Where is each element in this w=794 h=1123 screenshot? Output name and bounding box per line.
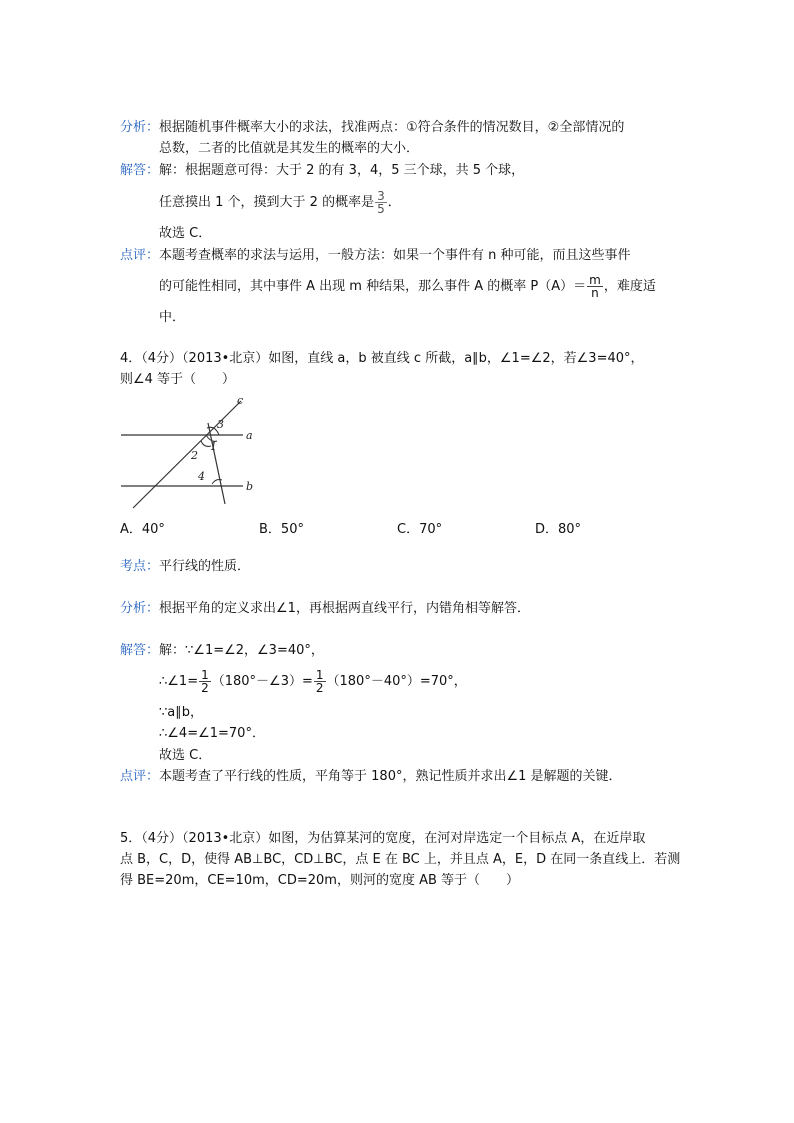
angle-3-label: 3 (217, 418, 224, 431)
angle-1-label: 1 (210, 440, 217, 453)
q4-comment: 点评：本题考查了平行线的性质，平角等于 180°，熟记性质并求出∠1 是解题的关键． (120, 769, 622, 784)
angle-2-label: 2 (191, 449, 198, 462)
q3-solution-line1: 解答：解：根据题意可得：大于 2 的有 3，4，5 三个球，共 5 个球， (120, 163, 525, 178)
analysis-label: 分析： (120, 601, 160, 616)
line-c (133, 401, 241, 508)
angle-4-label: 4 (198, 470, 205, 483)
q4-stem-line1: 4．（4分）（2013•北京）如图，直线 a，b 被直线 c 所截，a∥b，∠1=∠2，若∠3=40°， (120, 351, 644, 366)
q5-line3: 得 BE=20m，CE=10m，CD=20m，则河的宽度 AB 等于（ ） (120, 873, 520, 888)
q3-analysis-line1: 分析：根据随机事件概率大小的求法，找准两点：①符合条件的情况数目，②全部情况的 (120, 120, 625, 135)
fraction-half-1: $\frac{1}{2}$ (201, 668, 209, 695)
label-b: b (246, 480, 254, 493)
option-b: B．50° (259, 522, 304, 537)
label-c: c (237, 394, 244, 407)
comment-label: 点评： (120, 248, 160, 263)
option-a: A．40° (120, 522, 165, 537)
fraction-3-5: $\frac{3}{5}$ (377, 189, 385, 216)
fraction-m-n: $\frac{m}{n}$ (589, 273, 601, 300)
q4-solution-line5: 故选 C． (159, 748, 212, 763)
q3-comment-line3: 中． (159, 310, 186, 325)
q3-analysis-line2: 总数，二者的比值就是其发生的概率的大小． (159, 141, 420, 156)
comment-label: 点评： (120, 769, 160, 784)
solution-label: 解答： (120, 643, 160, 658)
q5-line2: 点 B，C，D，使得 AB⊥BC，CD⊥BC，点 E 在 BC 上，并且点 A，E，D 在同一条直线上．若测 (120, 852, 681, 867)
kaodian-label: 考点： (120, 559, 160, 574)
q4-stem-line2: 则∠4 等于（ ） (120, 372, 236, 387)
fraction-half-2: $\frac{1}{2}$ (315, 668, 324, 695)
q4-solution-line1: 解答：解：∵∠1=∠2，∠3=40°， (120, 643, 324, 658)
q3-comment-line1: 点评：本题考查概率的求法与运用，一般方法：如果一个事件有 n 种可能，而且这些事件 (120, 248, 631, 263)
q4-analysis: 分析：根据平角的定义求出∠1，再根据两直线平行，内错角相等解答． (120, 601, 530, 616)
q3-solution-line2: 任意摸出 1 个，摸到大于 2 的概率是 $\frac{3}{5}$ ． (159, 189, 401, 216)
parallel-lines-figure (115, 392, 265, 512)
solution-label: 解答： (120, 163, 160, 178)
option-d: D．80° (535, 522, 582, 537)
option-c: C．70° (397, 522, 443, 537)
label-a: a (246, 429, 253, 442)
q5-line1: 5．（4分）（2013•北京）如图，为估算某河的宽度，在河对岸选定一个目标点 A，在近岸取 (120, 831, 646, 846)
q4-solution-line4: ∴∠4=∠1=70°． (159, 726, 265, 741)
q4-solution-line2: ∴∠1= $\frac{1}{2}$ （180°－∠3）= $\frac{1}{2}$ （180°－40°）=70°， (159, 668, 467, 695)
analysis-label: 分析： (120, 120, 160, 135)
q4-kaodian: 考点：平行线的性质． (120, 559, 251, 574)
q4-solution-line3: ∵a∥b， (159, 705, 203, 720)
q3-solution-line3: 故选 C． (159, 226, 212, 241)
q3-comment-line2: 的可能性相同，其中事件 A 出现 m 种结果，那么事件 A 的概率 P（A）＝ $\frac{m}{n}$ ，难度适 (159, 273, 656, 300)
